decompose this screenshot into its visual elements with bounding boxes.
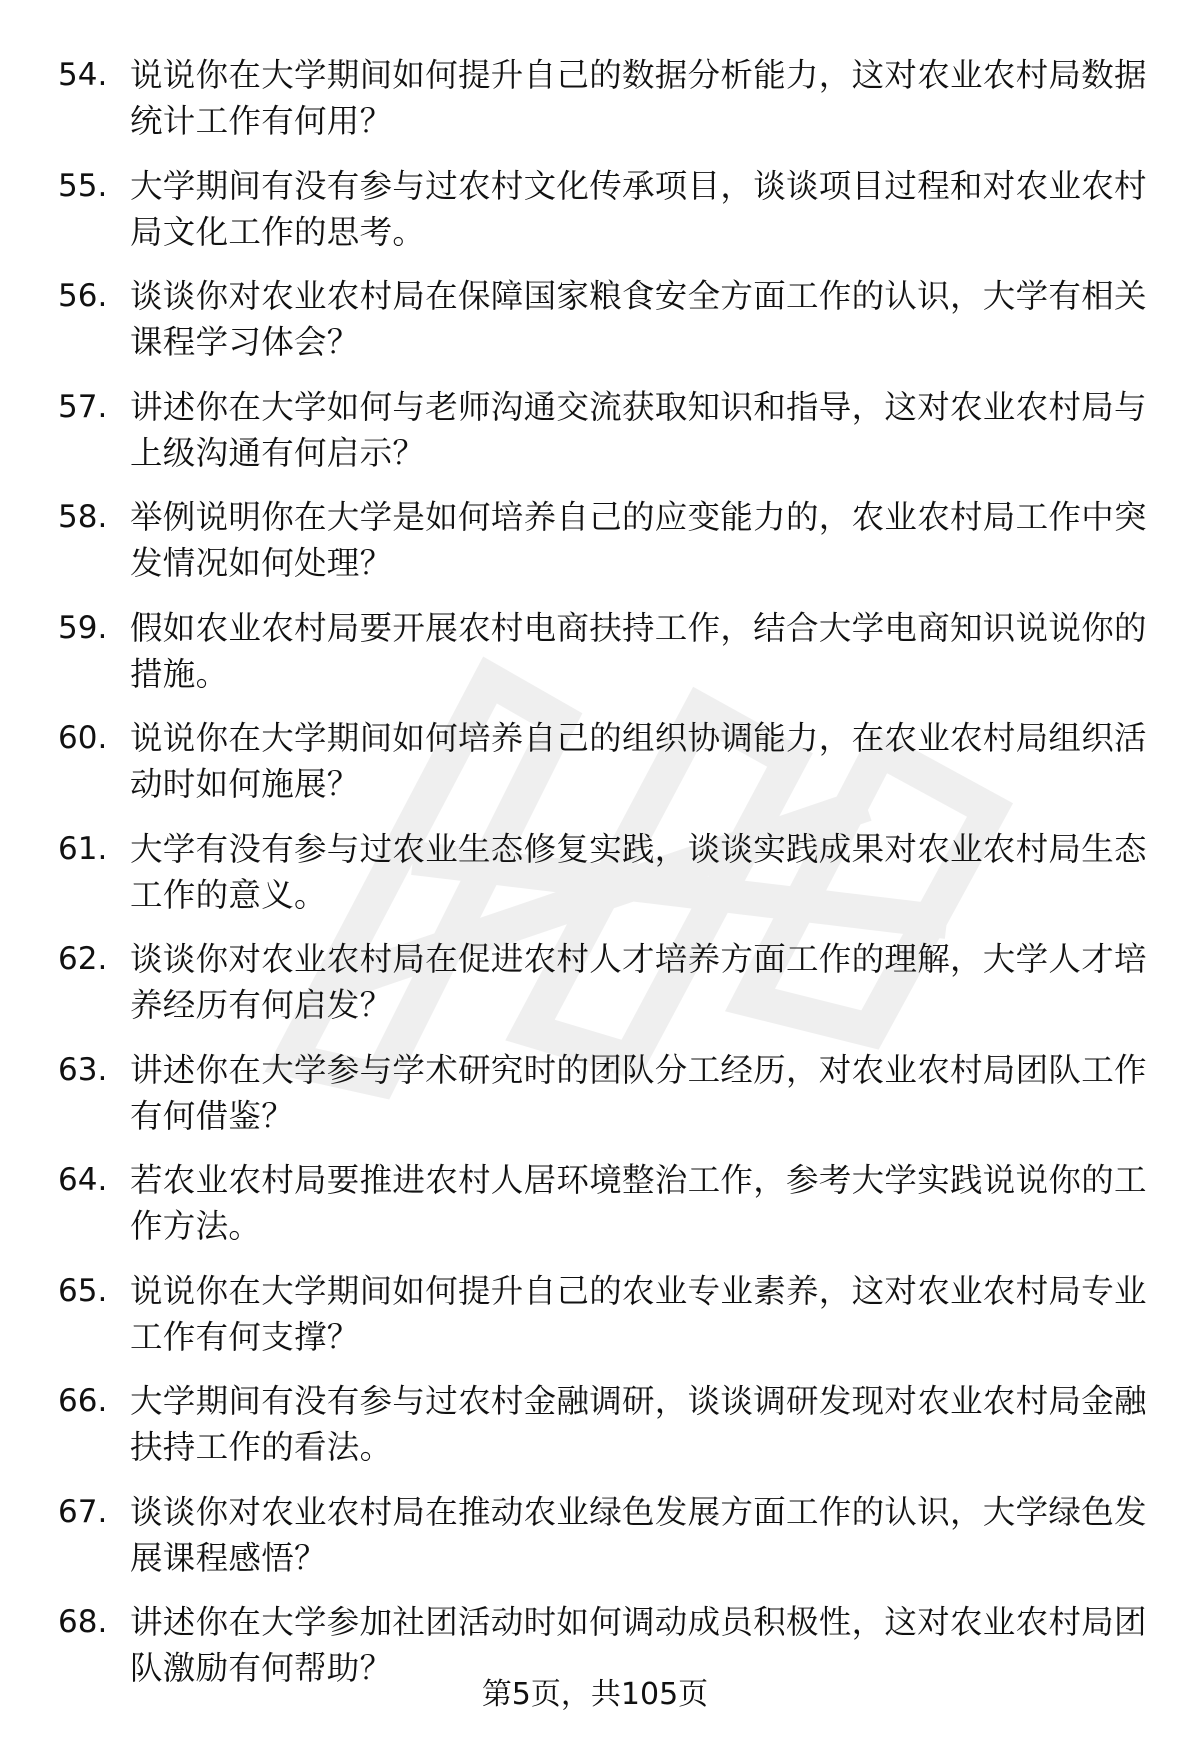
question-text: 假如农业农村局要开展农村电商扶持工作，结合大学电商知识说说你的措施。 <box>130 608 1147 693</box>
question-number: 68. <box>58 1604 108 1640</box>
question-number: 65. <box>58 1272 108 1309</box>
question-text: 大学期间有没有参与过农村文化传承项目，谈谈项目过程和对农业农村局文化工作的思考。 <box>130 166 1147 251</box>
question-item <box>58 384 1158 476</box>
question-item <box>58 826 1158 918</box>
question-number: 63. <box>58 1051 108 1088</box>
question-number: 62. <box>58 941 108 977</box>
question-number: 54. <box>58 57 108 93</box>
question-item <box>58 52 1158 144</box>
question-number: 59. <box>58 609 108 646</box>
question-item <box>58 1378 1158 1470</box>
question-number: 55. <box>58 167 108 204</box>
question-text: 举例说明你在大学是如何培养自己的应变能力的，农业农村局工作中突发情况如何处理？ <box>130 498 1147 582</box>
question-text: 大学期间有没有参与过农村金融调研，谈谈调研发现对农业农村局金融扶持工作的看法。 <box>130 1382 1147 1466</box>
question-number: 56. <box>58 278 108 314</box>
question-item <box>58 1157 1158 1249</box>
question-text: 谈谈你对农业农村局在保障国家粮食安全方面工作的认识，大学有相关课程学习体会？ <box>130 277 1147 361</box>
question-number: 67. <box>58 1493 108 1530</box>
question-text: 大学有没有参与过农业生态修复实践，谈谈实践成果对农业农村局生态工作的意义。 <box>130 829 1147 914</box>
question-item <box>58 273 1158 365</box>
question-text: 谈谈你对农业农村局在促进农村人才培养方面工作的理解，大学人才培养经历有何启发？ <box>130 940 1147 1024</box>
question-number: 60. <box>58 720 108 756</box>
question-text: 讲述你在大学参与学术研究时的团队分工经历，对农业农村局团队工作有何借鉴？ <box>130 1050 1147 1135</box>
question-item <box>58 1489 1158 1581</box>
question-item <box>58 605 1158 697</box>
question-item <box>58 715 1158 807</box>
question-number: 57. <box>58 388 108 425</box>
question-text: 若农业农村局要推进农村人居环境整治工作，参考大学实践说说你的工作方法。 <box>130 1161 1147 1245</box>
question-item <box>58 1047 1158 1139</box>
question-number: 61. <box>58 830 108 867</box>
question-number: 66. <box>58 1383 108 1419</box>
question-item <box>58 936 1158 1028</box>
question-list <box>58 52 1158 1710</box>
question-text: 说说你在大学期间如何培养自己的组织协调能力，在农业农村局组织活动时如何施展？ <box>130 719 1147 803</box>
question-text: 谈谈你对农业农村局在推动农业绿色发展方面工作的认识，大学绿色发展课程感悟？ <box>130 1492 1147 1577</box>
question-item <box>58 494 1158 586</box>
question-item <box>58 1268 1158 1360</box>
question-number: 64. <box>58 1162 108 1198</box>
page-number: 第5页，共105页 <box>481 1677 709 1712</box>
question-number: 58. <box>58 499 108 535</box>
question-item <box>58 163 1158 255</box>
question-text: 说说你在大学期间如何提升自己的数据分析能力，这对农业农村局数据统计工作有何用？ <box>130 56 1147 140</box>
question-text: 讲述你在大学参加社团活动时如何调动成员积极性，这对农业农村局团队激励有何帮助？ <box>130 1603 1147 1687</box>
question-text: 说说你在大学期间如何提升自己的农业专业素养，这对农业农村局专业工作有何支撑？ <box>130 1271 1147 1356</box>
question-text: 讲述你在大学如何与老师沟通交流获取知识和指导，这对农业农村局与上级沟通有何启示？ <box>130 387 1147 472</box>
